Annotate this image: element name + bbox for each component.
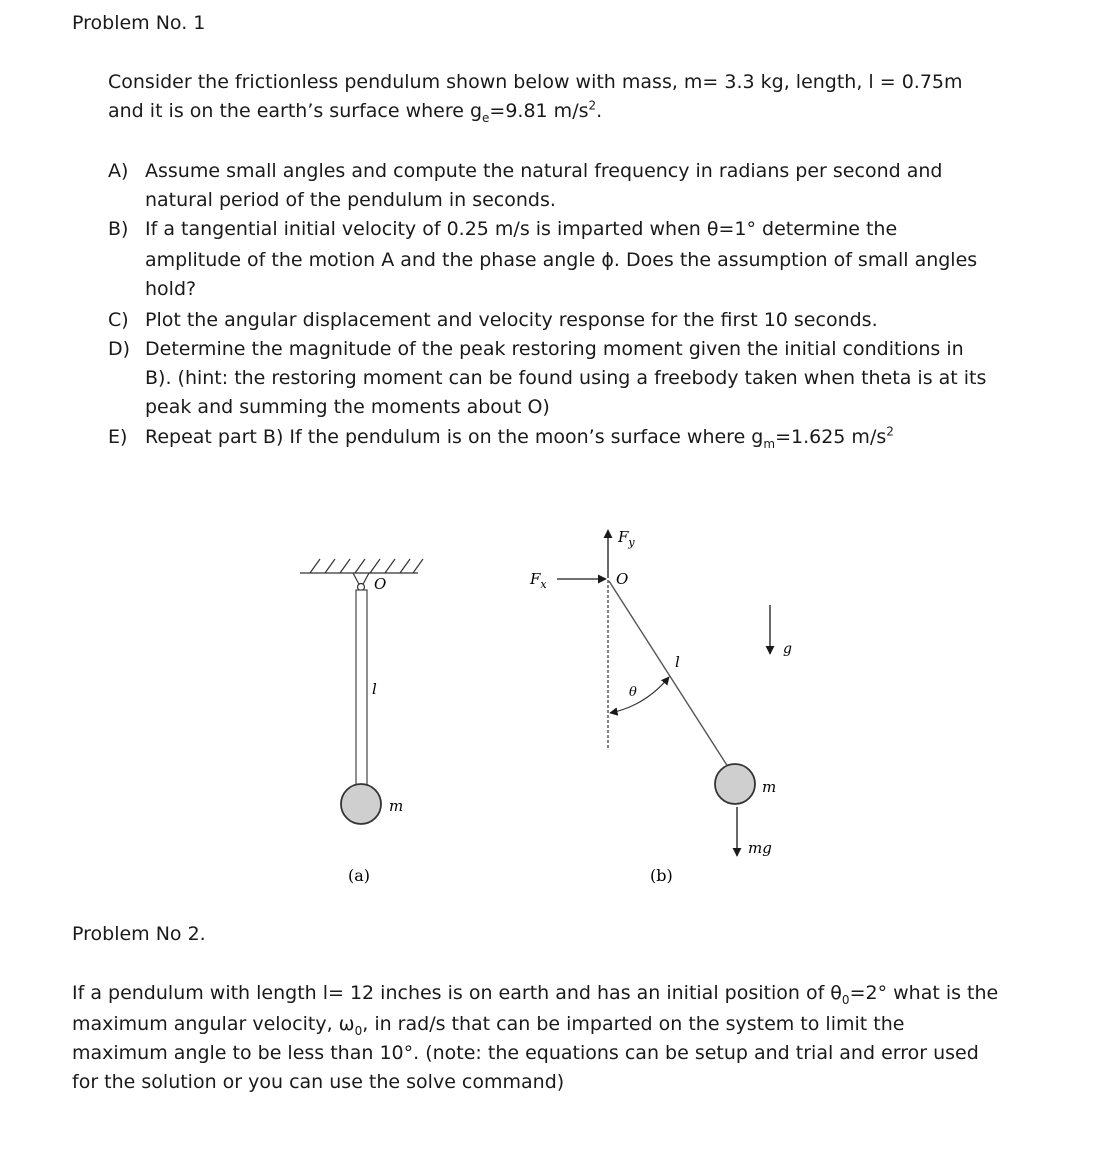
label-l-a: l [372,680,377,698]
problem1-heading: Problem No. 1 [72,12,206,34]
intro-end: . [596,100,603,122]
part-e-label: E) [108,426,128,448]
part-a-label: A) [108,160,129,182]
label-fy: $F_y$ [618,528,635,549]
pendulum-bob-a [341,784,381,824]
problem2-sub: 0 [354,1023,363,1038]
problem2-line2 [72,1010,904,1039]
part-e-text: Repeat part B) If the pendulum is on the moon’s surface where g [145,426,764,448]
label-theta: θ [629,685,637,700]
part-e-value: =1.625 m/s [775,426,887,448]
label-m-a: m [389,797,404,815]
theta-arc [610,677,669,713]
problem2-text-end: , in rad/s that can be imparted on the system to limit the [362,1013,905,1035]
intro-text: and it is on the earth’s surface where g [108,100,483,122]
problem2-heading: Problem No 2. [72,923,206,945]
part-a-line: natural period of the pendulum in seconds. [145,189,556,211]
part-e-sup: 2 [886,424,894,439]
problem2-text: If a pendulum with length l= 12 inches is on earth and has an initial position of θ [72,982,842,1004]
problem2-text: maximum angular velocity, ω [72,1013,355,1035]
label-g: g [783,641,792,657]
problem2-line4: for the solution or you can use the solve command) [72,1071,565,1093]
pendulum-rod-a [356,590,367,786]
problem2-text-end: =2° what is the [849,982,999,1004]
intro-sup: 2 [588,98,597,113]
problem2-sub: 0 [841,992,850,1007]
problem2-line1 [72,979,998,1008]
label-O-b: O [616,570,629,588]
label-fx: $F_x$ [530,570,547,591]
part-b-line: amplitude of the motion A and the phase angle ϕ. Does the assumption of small angles [145,249,978,271]
caption-b: (b) [650,866,673,885]
part-c-line: Plot the angular displacement and velocity response for the first 10 seconds. [145,309,878,331]
part-b-line: If a tangential initial velocity of 0.25 m/s is imparted when θ=1° determine the [145,218,898,240]
part-c-label: C) [108,309,129,331]
part-d-line: peak and summing the moments about O) [145,396,550,418]
part-a-line: Assume small angles and compute the natural frequency in radians per second and [145,160,943,182]
label-m-b: m [762,778,777,796]
part-d-line: B). (hint: the restoring moment can be found using a freebody taken when theta is at its [145,367,987,389]
ceiling-support [300,559,423,573]
problem1-intro-line1: Consider the frictionless pendulum shown below with mass, m= 3.3 kg, length, l = 0.75m [108,71,963,93]
part-d-line: Determine the magnitude of the peak restoring moment given the initial conditions in [145,338,964,360]
intro-value: =9.81 m/s [489,100,589,122]
pendulum-rod-b [609,581,730,770]
label-l-b: l [675,653,680,671]
part-d-label: D) [108,338,131,360]
pendulum-bob-b [715,764,755,804]
caption-a: (a) [348,866,371,885]
intro-sub: e [482,110,490,125]
label-mg: mg [748,839,772,857]
label-O-a: O [374,575,387,593]
part-e-sub: m [763,436,776,451]
part-b-label: B) [108,218,129,240]
part-b-line: hold? [145,278,197,300]
problem2-line3: maximum angle to be less than 10°. (note: the equations can be setup and trial and error used [72,1042,979,1064]
